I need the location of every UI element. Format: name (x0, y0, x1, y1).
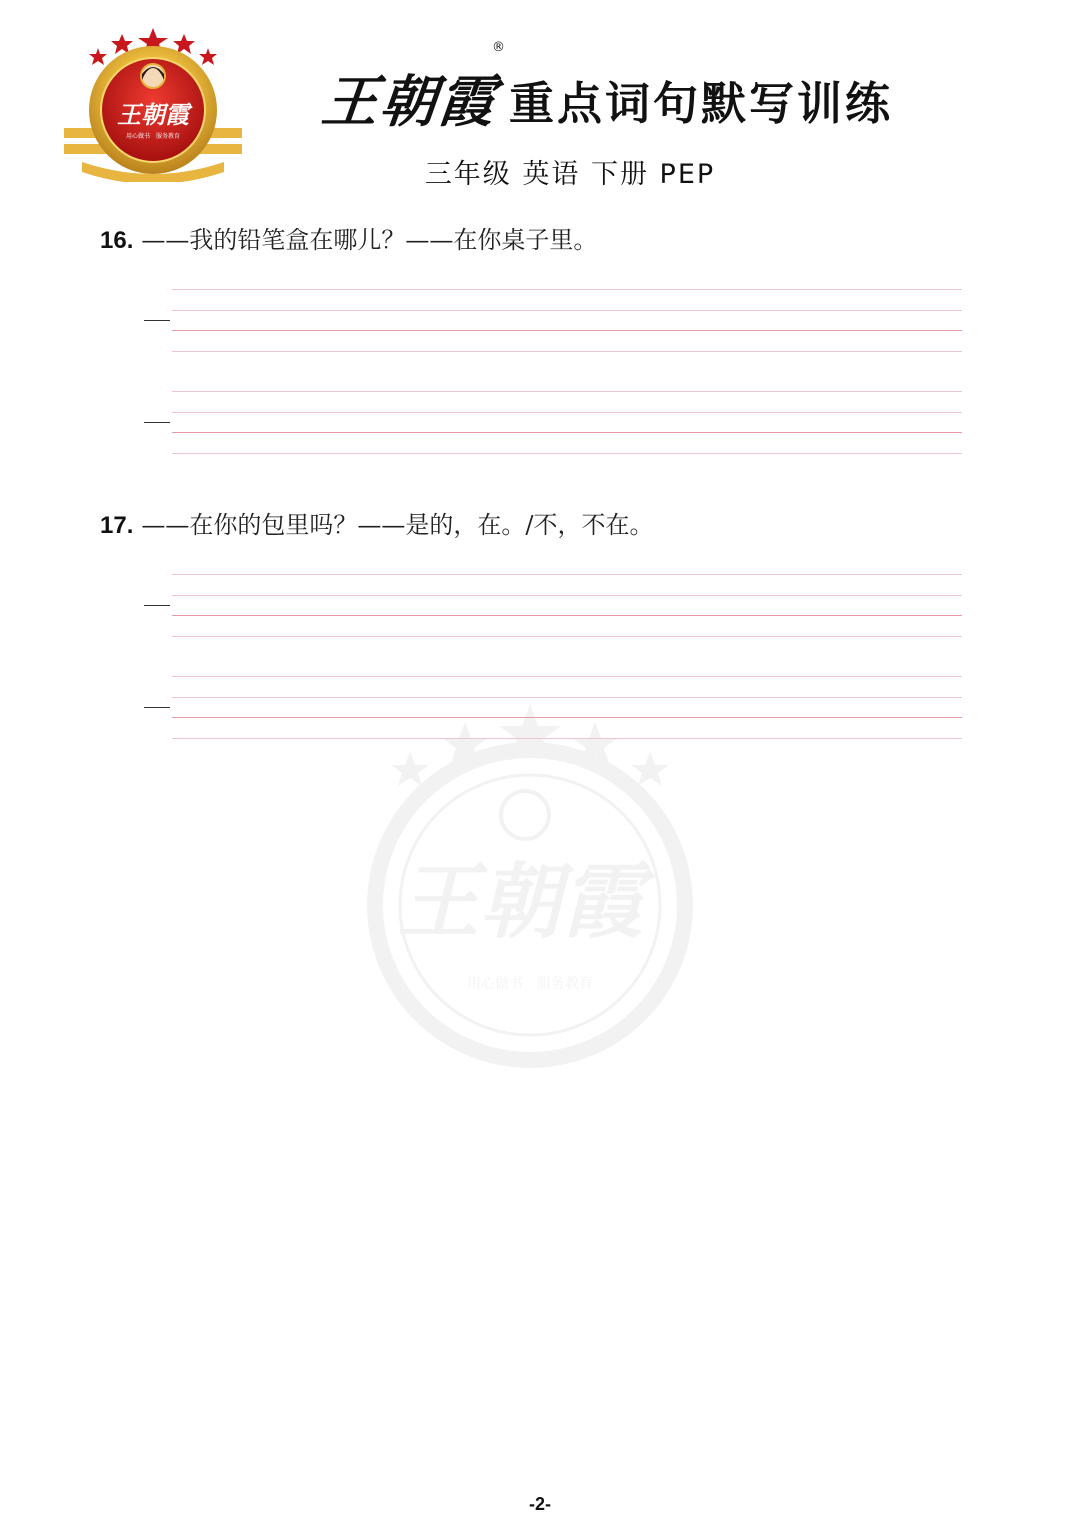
question-number: 17. (100, 512, 134, 539)
writing-line (172, 595, 962, 596)
writing-baseline (172, 615, 962, 616)
question-number: 16. (100, 227, 134, 254)
writing-line (172, 391, 962, 392)
writing-baseline (172, 717, 962, 718)
answer-writing-lines[interactable] (172, 676, 962, 738)
watermark-seal (360, 700, 700, 1070)
page-number: -2- (529, 1494, 551, 1514)
title-suffix: 重点词句默写训练 (509, 77, 894, 130)
answer-dash (144, 605, 170, 606)
writing-line (172, 310, 962, 311)
answer-dash (144, 422, 170, 423)
question-prompt: ——我的铅笔盒在哪儿？——在你桌子里。 (141, 226, 598, 254)
svg-text:用心做书 服务教育: 用心做书 服务教育 (125, 133, 181, 140)
svg-text:王朝霞: 王朝霞 (117, 100, 189, 129)
writing-line (172, 289, 962, 290)
writing-line (172, 574, 962, 575)
subtitle: 三年级 英语 下册 PEP (424, 159, 716, 190)
answer-dash (144, 707, 170, 708)
question-17 (100, 505, 653, 540)
question-16 (100, 220, 597, 255)
writing-line (172, 676, 962, 677)
answer-dash (144, 320, 170, 321)
answer-writing-lines[interactable] (172, 574, 962, 636)
writing-line (172, 636, 962, 637)
writing-line (172, 697, 962, 698)
writing-line (172, 351, 962, 352)
svg-text:用心做书 服务教育: 用心做书 服务教育 (467, 976, 593, 992)
brand-name: 王朝霞 (318, 69, 500, 135)
header-title (318, 40, 894, 135)
answer-writing-lines[interactable] (172, 289, 962, 351)
writing-baseline (172, 432, 962, 433)
writing-line (172, 453, 962, 454)
registered-trademark-mark: ® (492, 40, 505, 55)
writing-line (172, 738, 962, 739)
writing-line (172, 412, 962, 413)
svg-text:王朝霞: 王朝霞 (397, 854, 643, 950)
question-prompt: ——在你的包里吗？——是的，在。/不，不在。 (141, 511, 654, 539)
answer-writing-lines[interactable] (172, 391, 962, 453)
writing-baseline (172, 330, 962, 331)
